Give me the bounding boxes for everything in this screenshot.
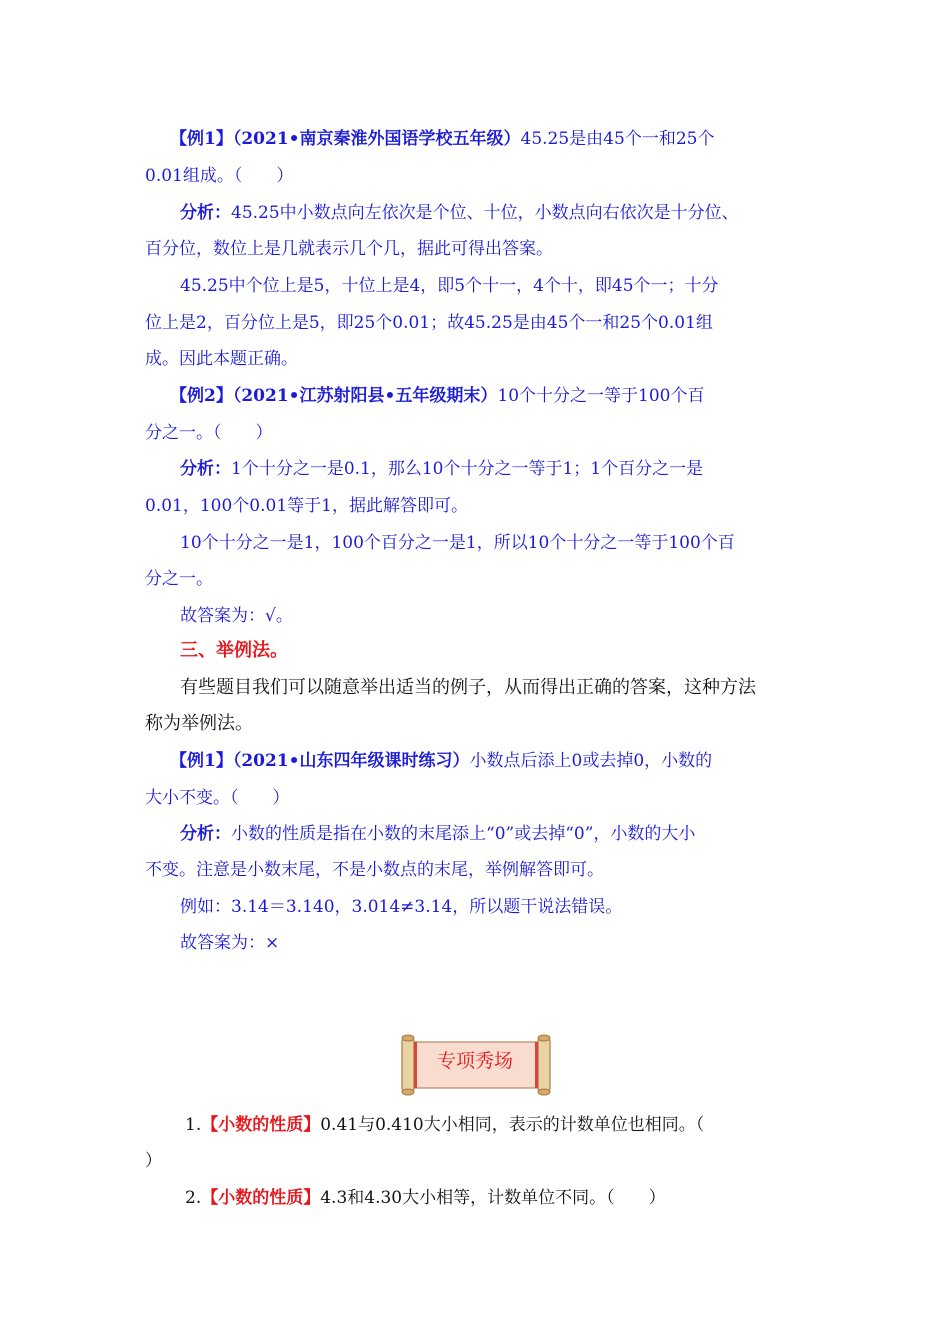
exercise-2-tag: 【小数的性质】 [201, 1188, 321, 1208]
example-2-analysis-cont: 0.01，100个0.01等于1，据此解答即可。 [145, 496, 468, 516]
analysis-text: 45.25中小数点向左依次是个位、十位，小数点向右依次是十分位、 [231, 203, 739, 223]
example-2-answer: 故答案为：√。 [180, 606, 293, 626]
example-3-analysis [180, 822, 695, 846]
example-1-tag: 【例1】（2021•南京秦淮外国语学校五年级） [170, 129, 521, 149]
section-banner [393, 1034, 559, 1096]
banner-title: 专项秀场 [436, 1050, 513, 1072]
analysis-text: 1个十分之一是0.1，那么10个十分之一等于1；1个百分之一是 [231, 459, 704, 479]
example-3-question: 小数点后添上0或去掉0，小数的 [469, 751, 713, 771]
exercise-1-cont: ） [145, 1151, 162, 1171]
example-1-question-cont: 0.01组成。（ ） [145, 166, 294, 186]
section-3-intro-cont: 称为举例法。 [145, 713, 253, 734]
exercise-2-text: 4.3和4.30大小相等，计数单位不同。（ ） [320, 1188, 666, 1208]
example-3-solution: 例如：3.14＝3.140，3.014≠3.14，所以题干说法错误。 [180, 897, 623, 917]
exercise-2-number: 2. [185, 1188, 202, 1208]
analysis-text: 小数的性质是指在小数的末尾添上“0”或去掉“0”，小数的大小 [231, 824, 696, 844]
example-1-conclusion: 成。因此本题正确。 [145, 349, 298, 369]
example-1-solution: 45.25中个位上是5，十位上是4，即5个十一，4个十，即45个一；十分 [180, 276, 719, 296]
example-1-analysis [180, 201, 739, 225]
section-3-heading: 三、举例法。 [180, 640, 288, 661]
example-3-answer: 故答案为：× [180, 933, 280, 953]
example-2-question: 10个十分之一等于100个百 [497, 386, 705, 406]
exercise-1-text: 0.41与0.410大小相同，表示的计数单位也相同。（ [320, 1115, 705, 1135]
exercise-1-number: 1. [185, 1115, 202, 1135]
exercise-1 [185, 1113, 704, 1137]
example-1-analysis-cont: 百分位，数位上是几就表示几个几，据此可得出答案。 [145, 239, 553, 259]
example-2-question-cont: 分之一。（ ） [145, 423, 273, 443]
exercise-1-tag: 【小数的性质】 [201, 1115, 321, 1135]
example-2-tag: 【例2】（2021•江苏射阳县•五年级期末） [170, 386, 498, 406]
exercise-2 [185, 1186, 666, 1210]
example-3-question-cont: 大小不变。（ ） [145, 788, 290, 808]
example-1-heading [170, 127, 714, 151]
example-3-tag: 【例1】（2021•山东四年级课时练习） [170, 751, 470, 771]
example-2-solution-cont: 分之一。 [145, 569, 213, 589]
example-3-analysis-cont: 不变。注意是小数末尾，不是小数点的末尾，举例解答即可。 [145, 860, 604, 880]
example-1-solution-cont: 位上是2，百分位上是5，即25个0.01；故45.25是由45个一和25个0.01组 [145, 313, 713, 333]
example-3-heading [170, 749, 712, 773]
example-2-analysis [180, 457, 703, 481]
analysis-label: 分析： [180, 459, 231, 479]
example-1-question: 45.25是由45个一和25个 [520, 129, 715, 149]
example-2-heading [170, 384, 704, 408]
example-2-solution: 10个十分之一是1，100个百分之一是1，所以10个十分之一等于100个百 [180, 533, 735, 553]
analysis-label: 分析： [180, 824, 231, 844]
section-3-intro: 有些题目我们可以随意举出适当的例子，从而得出正确的答案，这种方法 [180, 677, 756, 698]
analysis-label: 分析： [180, 203, 231, 223]
